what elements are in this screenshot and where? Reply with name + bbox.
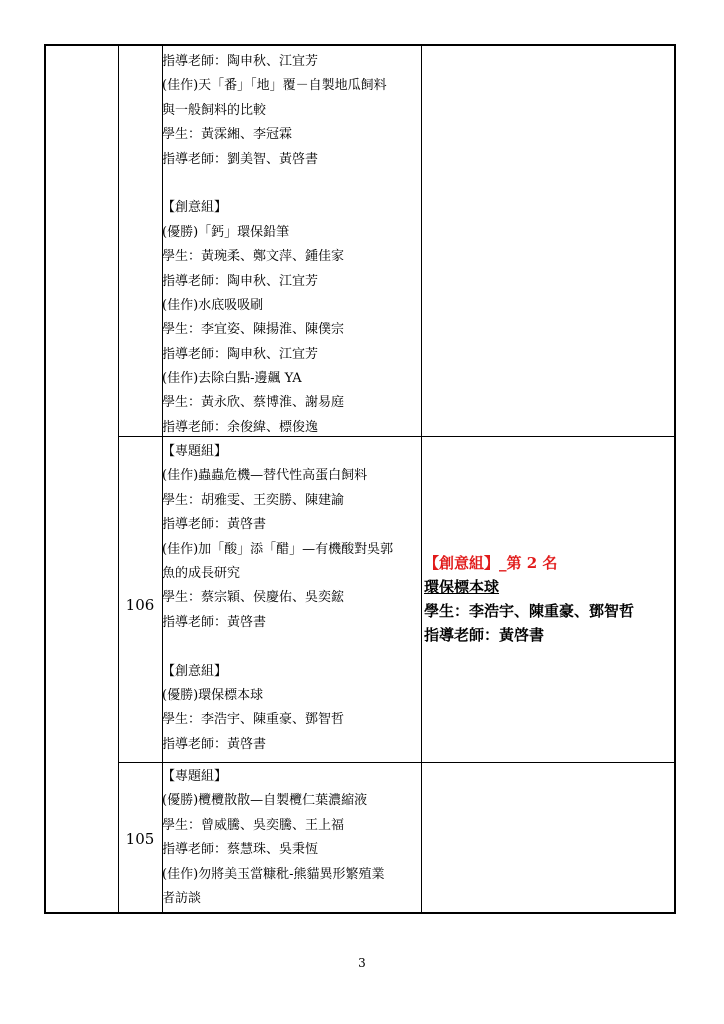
award-students: 學生：李浩宇、陳重豪、鄧智哲 — [424, 602, 635, 620]
entry-line: 學生：胡雅雯、王奕勝、陳建諭 — [162, 492, 345, 508]
award-teacher: 指導老師：黃啓書 — [424, 626, 545, 644]
entry-line: 學生：李浩宇、陳重豪、鄧智哲 — [162, 712, 345, 728]
entry-line: 學生：黃琬柔、鄭文萍、鍾佳家 — [162, 249, 345, 265]
entry-line: (優勝)環保標本球 — [162, 687, 264, 703]
entry-line: 指導老師：黃啓書 — [162, 736, 267, 752]
entry-line: 【創意組】 — [162, 663, 228, 679]
entry-line: (佳作)天「番」「地」覆－自製地瓜飼料 — [162, 78, 387, 94]
entry-line: 魚的成長研究 — [162, 565, 241, 581]
row-entries — [162, 765, 462, 911]
award-result — [424, 551, 674, 647]
row-entries — [162, 440, 462, 757]
entry-line: 【創意組】 — [162, 200, 228, 216]
entry-line: (佳作)勿將美玉當糠秕-熊貓異形繁殖業 — [162, 866, 385, 882]
row-entries — [162, 50, 462, 440]
entry-line: 指導老師：蔡慧珠、吳秉恆 — [162, 842, 319, 858]
entry-line: 學生：曾威騰、吳奕騰、王上福 — [162, 817, 345, 833]
entry-line: (佳作)加「酸」添「醋」—有機酸對吳郭 — [162, 541, 394, 557]
entry-line: 指導老師：黃啓書 — [162, 614, 267, 630]
award-project-title: 環保標本球 — [424, 578, 500, 596]
entry-line: 與一般飼料的比較 — [162, 102, 267, 118]
entry-line: 【專題組】 — [162, 444, 228, 459]
entry-line: (佳作)蟲蟲危機—替代性高蛋白飼料 — [162, 468, 368, 484]
entry-line: 指導老師：劉美智、黃啓書 — [162, 151, 319, 167]
entry-line: (優勝)欖欖散散—自製欖仁葉濃縮液 — [162, 793, 368, 809]
column-divider — [118, 46, 119, 912]
entry-line: (佳作)去除白點-邊飆 YA — [162, 371, 302, 387]
year-label: 105 — [125, 830, 155, 848]
entry-line: 學生：黃永欣、蔡博淮、謝易庭 — [162, 395, 345, 411]
entry-line: 者訪談 — [162, 890, 202, 906]
award-heading: 【創意組】_第 2 名 — [424, 554, 558, 572]
entry-line — [162, 635, 462, 659]
awards-table — [44, 44, 676, 914]
entry-line — [162, 172, 462, 196]
entry-line: 指導老師：余俊緯、標俊逸 — [162, 419, 319, 435]
entry-line: (佳作)水底吸吸刷 — [162, 297, 264, 313]
entry-line: 學生：黃霂緗、李冠霖 — [162, 127, 293, 143]
entry-line: 指導老師：陶申秋、江宜芳 — [162, 54, 319, 69]
entry-line: 學生：李宜姿、陳揚淮、陳僕宗 — [162, 322, 345, 338]
entry-line: 指導老師：黃啓書 — [162, 517, 267, 533]
entry-line: 學生：蔡宗穎、侯慶佑、吳奕鋐 — [162, 590, 345, 606]
page-number: 3 — [358, 956, 366, 970]
entry-line: 【專題組】 — [162, 769, 228, 784]
entry-line: 指導老師：陶申秋、江宜芳 — [162, 273, 319, 289]
entry-line: 指導老師：陶申秋、江宜芳 — [162, 346, 319, 362]
year-label: 106 — [125, 596, 155, 614]
row-divider — [118, 762, 674, 763]
entry-line: (優勝)「鈣」環保鉛筆 — [162, 224, 290, 240]
